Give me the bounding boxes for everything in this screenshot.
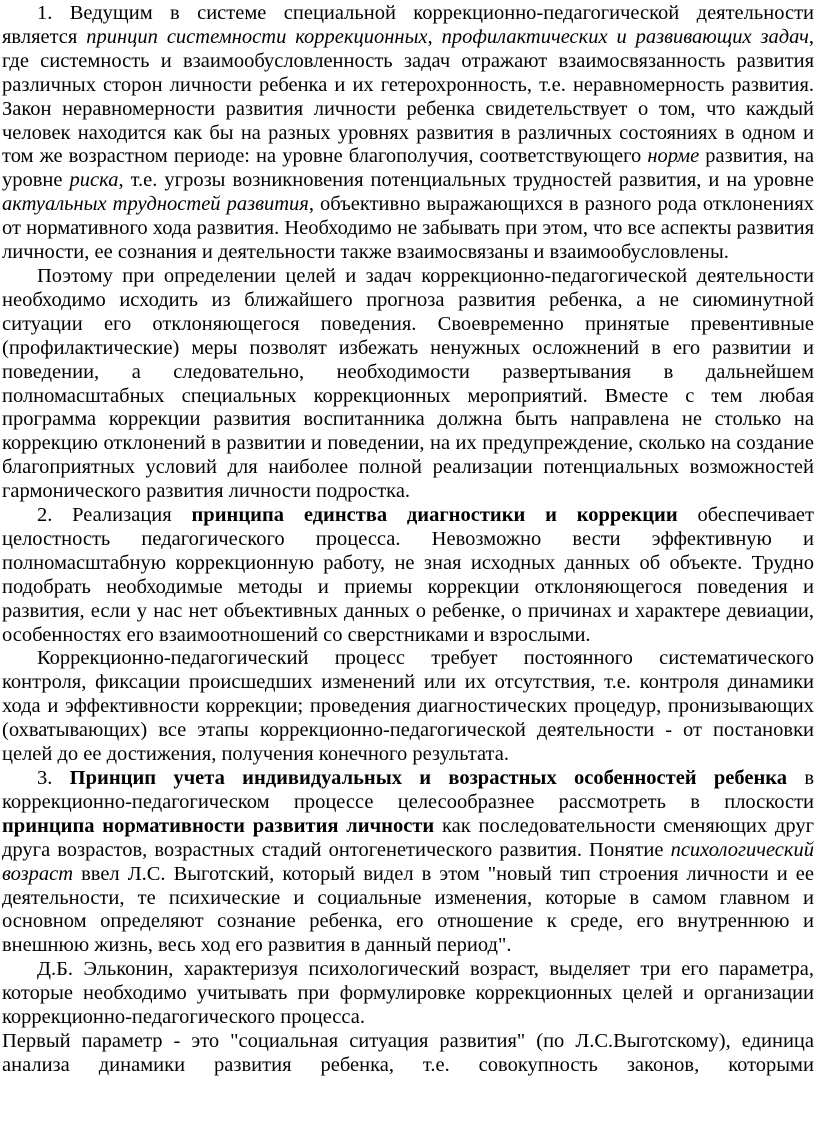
paragraph-4: [2, 647, 814, 767]
text-run: Первый параметр - это "социальная ситуация развития" (по Л.С.Выготскому), единица анализа динамики развития ребенка, т.е. совокупность законов, которыми: [2, 1029, 814, 1076]
text-run: Коррекционно-педагогический процесс требует постоянного систематического контроля, фиксации происшедших изменений или их отсутствия, т.е. контроля динамики хода и эффективности коррекции; проведения диагностических процедур, пронизывающих (охватывающих) все этапы коррекционно-педагогической деятельности - от постановки целей до ее достижения, получения конечного результата.: [2, 647, 814, 766]
paragraph-6: [2, 958, 814, 1030]
text-run: как последовательности сменяющих друг друга возрастов, возрастных стадий онтогенетического развития. Понятие: [2, 814, 814, 861]
italic-term: норме: [647, 145, 700, 168]
text-run: Д.Б. Эльконин, характеризуя психологический возраст, выделяет три его параметра, которые необходимо учитывать при формулировке коррекционных целей и организации коррекционно-педагогического процесса.: [2, 958, 814, 1029]
italic-term: актуальных трудностей развития: [2, 193, 309, 216]
text-run: 2. Реализация: [37, 504, 192, 527]
paragraph-5: [2, 767, 814, 958]
text-run: Поэтому при определении целей и задач коррекционно-педагогической деятельности необходимо исходить из ближайшего прогноза развития ребенка, а не сиюминутной ситуации его отклоняющегося поведения. Своевременно принятые превентивные (профилактические) меры позволят избежать ненужных осложнений в его развитии и поведении, а следовательно, необходимости развертывания в дальнейшем полномасштабных специальных коррекционных мероприятий. Вместе с тем любая программа коррекции развития воспитанника должна быть направлена не столько на коррекцию отклонений в развитии и поведении, на их предупреждение, сколько на создание благоприятных условий для наиболее полной реализации потенциальных возможностей гармонического развития личности подростка.: [2, 264, 814, 503]
text-run: развития, на уровне: [2, 145, 814, 192]
bold-term: Принцип учета индивидуальных и возрастных особенностей ребенка: [69, 767, 788, 789]
paragraph-7: [2, 1030, 814, 1078]
italic-term: психологический возраст: [2, 838, 814, 885]
text-run: 3.: [37, 767, 70, 789]
text-run: обеспечивает целостность педагогического процесса. Невозможно вести эффективную и полномасштабную коррекционную работу, не зная исходных данных об объекте. Трудно подобрать необходимые методы и приемы коррекции отклоняющегося поведения и развития, если у нас нет объективных данных о ребенке, о причинах и характере девиации, особенностях его взаимоотношений со сверстниками и взрослыми.: [2, 504, 814, 646]
text-run: в коррекционно-педагогическом процессе целесообразнее рассмотреть в плоскости: [2, 767, 815, 813]
text-run: , т.е. угрозы возникновения потенциальных трудностей развития, и на уровне: [118, 169, 814, 192]
text-run: , объективно выражающихся в разного рода отклонениях от нормативного хода развития. Необходимо не забывать при этом, что все аспекты развития личности, ее сознания и деятельности также взаимосвязаны и взаимообусловлены.: [2, 193, 814, 264]
paragraph-1: [2, 2, 814, 265]
bold-term: принципа единства диагностики и коррекции: [191, 504, 678, 527]
italic-term: принцип системности коррекционных, профилактических и развивающих задач: [86, 25, 809, 48]
paragraph-3: [2, 504, 814, 647]
text-run: ввел Л.С. Выготский, который видел в этом "новый тип строения личности и ее деятельности, те психические и социальные изменения, которые в самом главном и основном определяют сознание ребенка, его отношение к среде, его внутреннюю и внешнюю жизнь, весь ход его развития в данный период".: [2, 862, 814, 957]
bold-term: принципа нормативности развития личности: [2, 814, 435, 837]
text-run: , где системность и взаимообусловленность задач отражают взаимосвязанность развития различных сторон личности ребенка и их гетерохронность, т.е. неравномерность развития. Закон неравномерности развития личности ребенка свидетельствует о том, что каждый человек находится как бы на разных уровнях развития в различных состояниях в одном и том же возрастном периоде: на уровне благополучия, соответствующего: [2, 25, 814, 168]
text-run: 1. Ведущим в системе специальной коррекционно-педагогической деятельности является: [2, 2, 814, 48]
italic-term: риска: [69, 169, 119, 192]
paragraph-2: [2, 265, 814, 504]
